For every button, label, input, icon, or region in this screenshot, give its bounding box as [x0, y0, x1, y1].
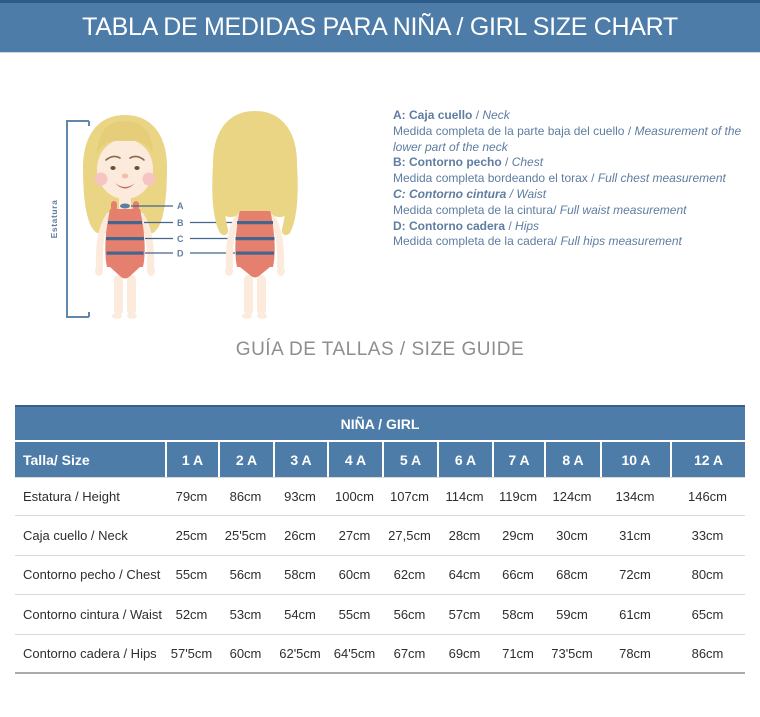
table-row-waist: Contorno cintura / Waist 52cm 53cm 54cm 55cm 56cm 57cm 58cm 59cm 61cm 65cm — [15, 595, 745, 634]
table-row-height: Estatura / Height 79cm 86cm 93cm 100cm 107cm 114cm 119cm 124cm 134cm 146cm — [15, 477, 745, 516]
page-title: TABLA DE MEDIDAS PARA NIÑA / GIRL SIZE CHART — [82, 13, 678, 41]
column-header-size: 1 A — [165, 442, 218, 477]
column-header-size: 4 A — [327, 442, 382, 477]
table-row-neck: Caja cuello / Neck 25cm 25'5cm 26cm 27cm 27,5cm 28cm 29cm 30cm 31cm 33cm — [15, 516, 745, 555]
table-group-header — [15, 405, 745, 440]
column-header-size: 3 A — [273, 442, 327, 477]
measurement-term-b: B: Contorno pecho / Chest — [393, 155, 544, 170]
measurement-description-c: Medida completa de la cintura/ Full waist measurement — [393, 202, 687, 217]
column-header-talla: Talla/ Size — [23, 451, 90, 468]
measurement-description-d: Medida completa de la cadera/ Full hips measurement — [393, 234, 682, 249]
measurement-term-d: D: Contorno cadera / Hips — [393, 218, 540, 233]
measurement-term-a: A: Caja cuello / Neck — [393, 108, 510, 122]
table-group-header-label: NIÑA / GIRL — [340, 415, 420, 432]
measurement-diagram — [40, 105, 340, 327]
measurement-description-b: Medida completa bordeando el torax / Full chest measurement — [393, 171, 726, 186]
page-title-bar — [0, 0, 760, 53]
measurement-legend — [393, 108, 747, 250]
size-guide-heading: GUÍA DE TALLAS / SIZE GUIDE — [235, 339, 525, 360]
measurement-term-c: C: Contorno cintura / Waist — [393, 186, 547, 201]
girl-back-figure — [212, 111, 297, 319]
height-axis-label: Estatura — [49, 199, 59, 239]
measurement-description-a: Medida completa de la parte baja del cuello / Measurement of the lower part of the neck — [393, 123, 742, 154]
column-header-size: 5 A — [382, 442, 437, 477]
size-table — [15, 405, 745, 674]
table-row-hips: Contorno cadera / Hips 57'5cm 60cm 62'5cm 64'5cm 67cm 69cm 71cm 73'5cm 78cm 86cm — [15, 635, 745, 674]
point-label-b: B — [177, 218, 184, 228]
table-row-chest: Contorno pecho / Chest 55cm 56cm 58cm 60cm 62cm 64cm 66cm 68cm 72cm 80cm — [15, 556, 745, 595]
column-header-size: 6 A — [437, 442, 492, 477]
column-header-size: 7 A — [492, 442, 544, 477]
point-label-c: C — [177, 234, 184, 244]
point-label-a: A — [177, 201, 184, 211]
girl-measurement-illustration — [40, 105, 340, 327]
column-header-size: 2 A — [218, 442, 273, 477]
point-label-d: D — [177, 248, 184, 259]
column-header-size: 8 A — [544, 442, 600, 477]
column-header-size: 10 A — [600, 442, 670, 477]
girl-front-figure — [83, 115, 167, 319]
table-size-header-row — [15, 442, 745, 477]
column-header-size: 12 A — [670, 442, 745, 477]
